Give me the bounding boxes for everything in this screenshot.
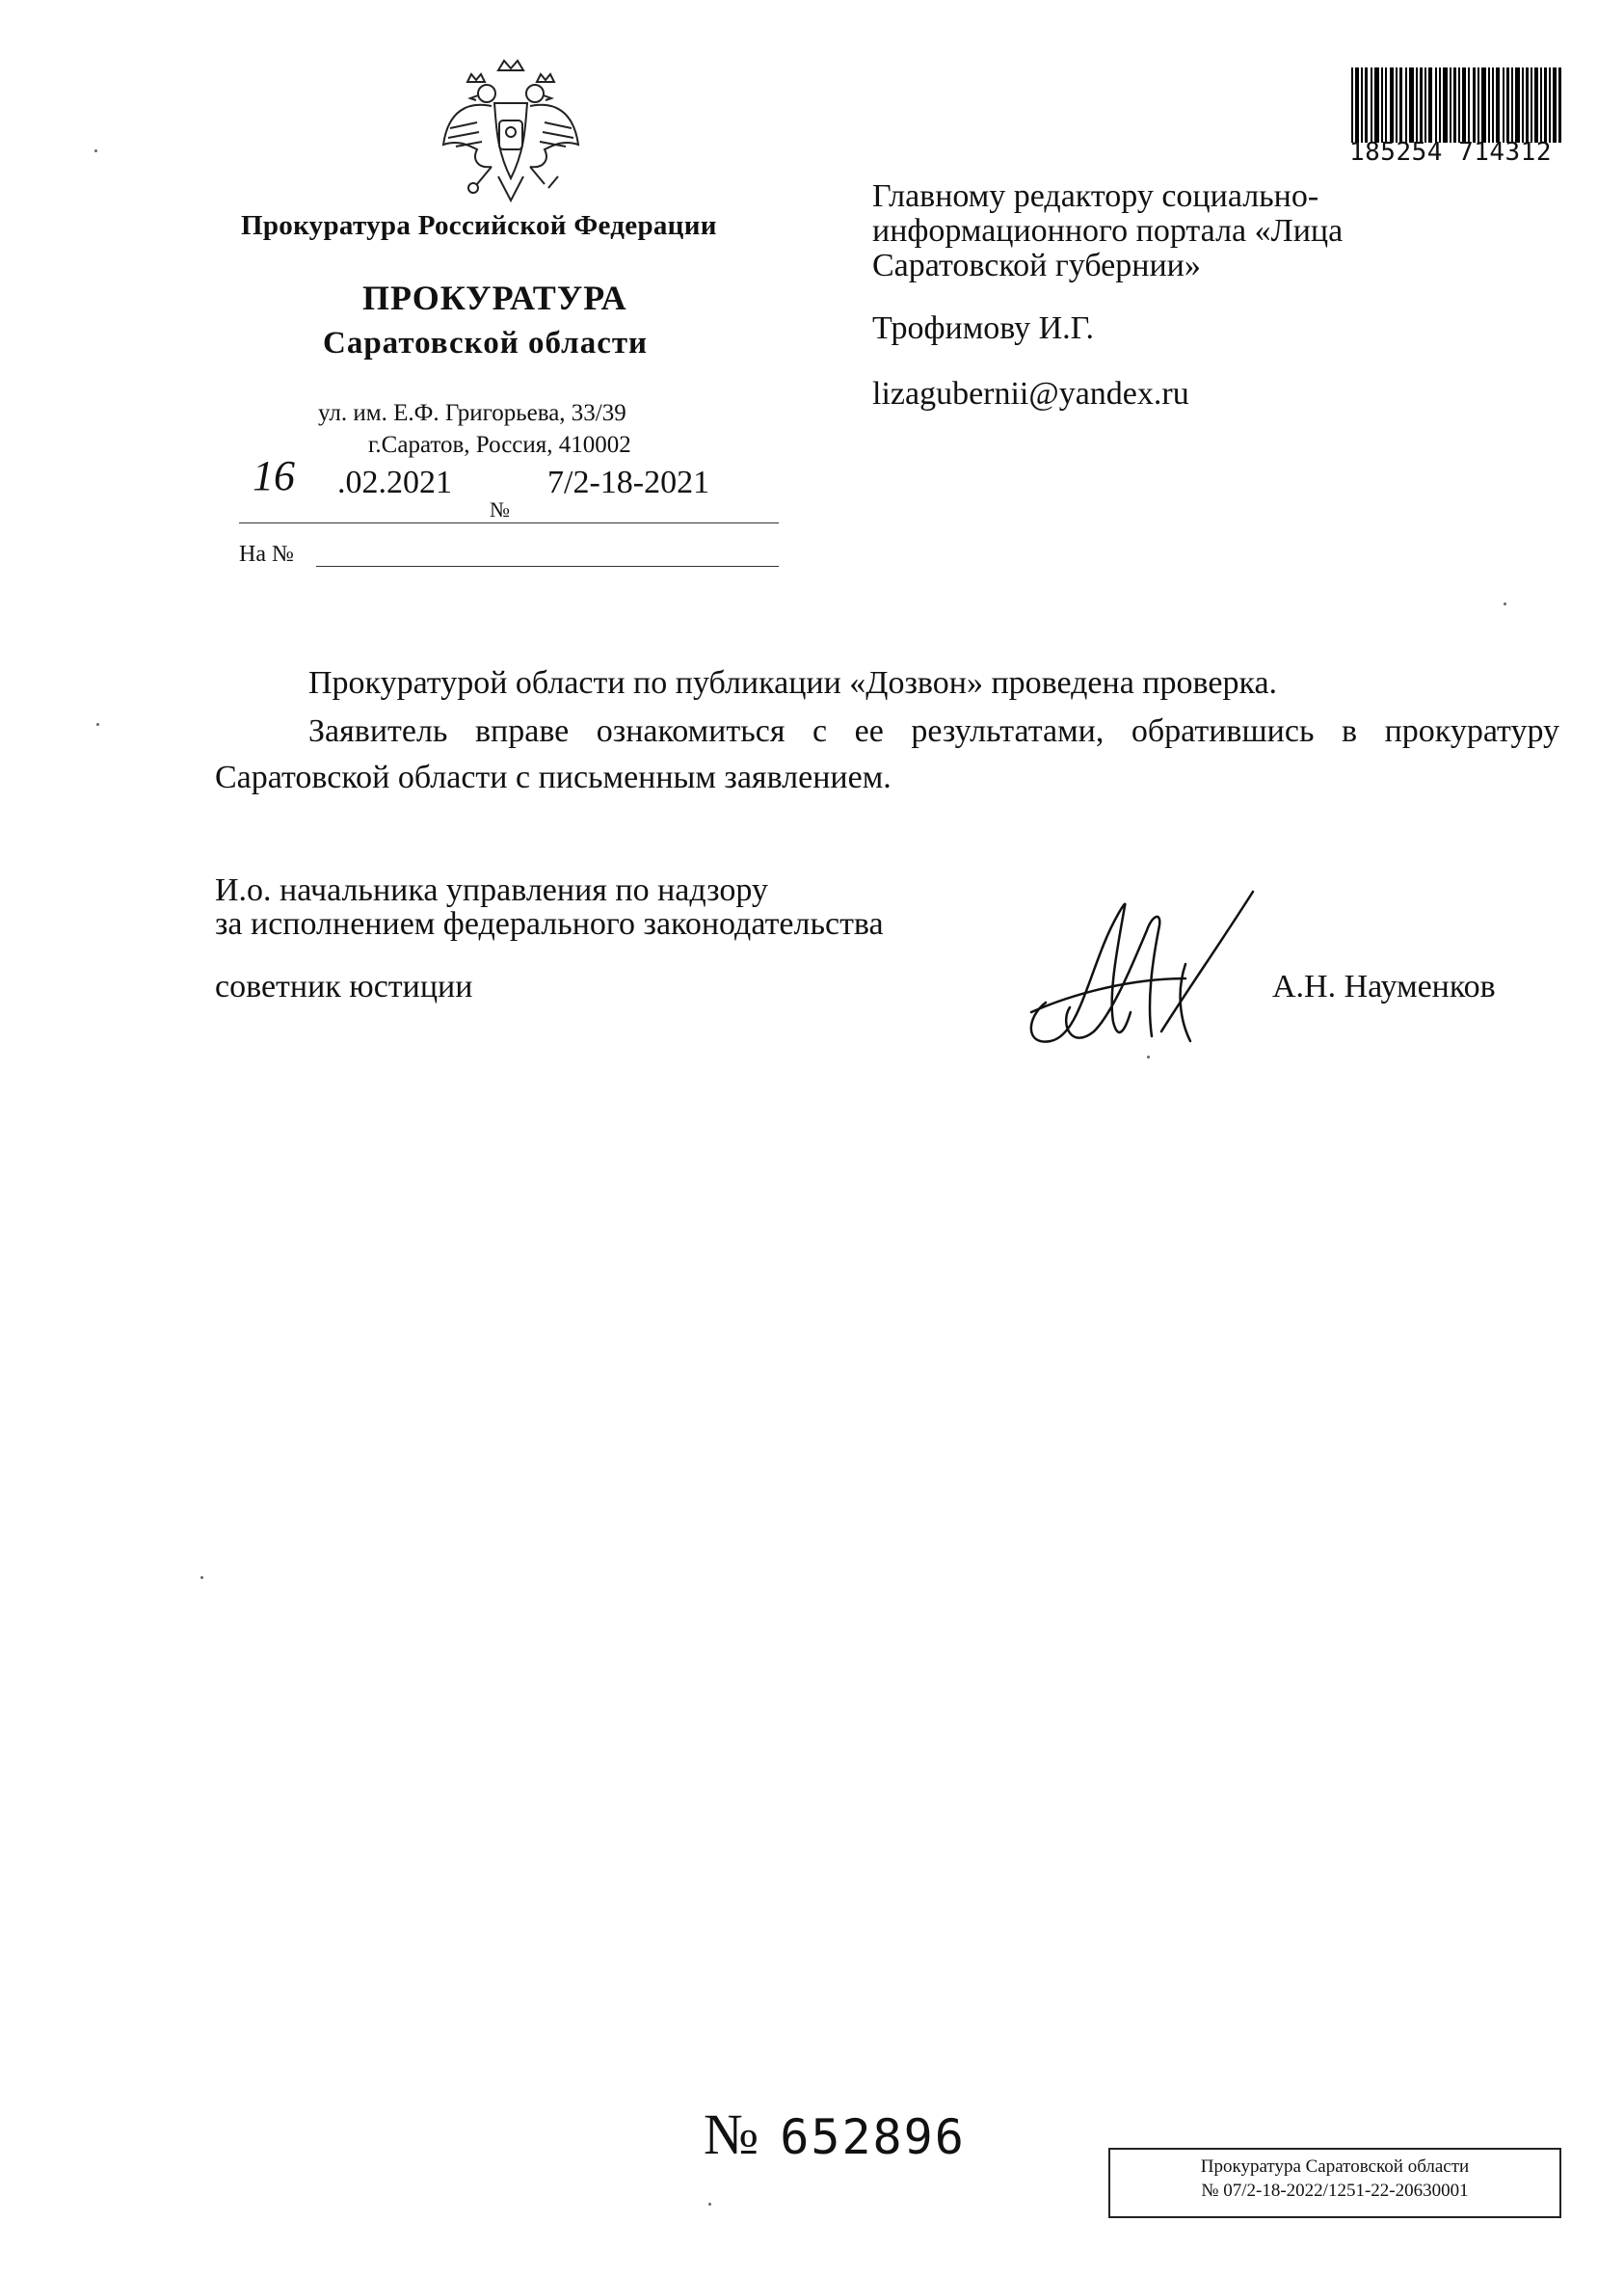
scan-speck xyxy=(200,1576,203,1579)
body-paragraph: Прокуратурой области по публикации «Дозвон» проведена проверка. xyxy=(308,665,1278,701)
address-street: ул. им. Е.Ф. Григорьева, 33/39 xyxy=(318,400,626,426)
scan-speck xyxy=(96,723,99,726)
recipient-title-line: информационного портала «Лица xyxy=(872,213,1344,249)
date-month-year: .02.2021 xyxy=(337,465,452,500)
coat-of-arms-icon xyxy=(439,53,583,212)
recipient-title-line: Саратовской губернии» xyxy=(872,248,1201,283)
body-paragraph: Заявитель вправе ознакомиться с ее результатами, обратившись в прокуратуру Саратовской области с письменным заявлением. xyxy=(215,713,1559,795)
reference-number-label: На № xyxy=(239,542,294,567)
signer-rank: советник юстиции xyxy=(215,969,473,1004)
barcode-number: 185254 714312 xyxy=(1349,138,1552,167)
signer-position-line: И.о. начальника управления по надзору xyxy=(215,872,768,908)
scan-speck xyxy=(94,149,97,152)
scan-speck xyxy=(708,2203,711,2206)
registration-stamp xyxy=(1108,2148,1561,2218)
signer-name: А.Н. Науменков xyxy=(1272,969,1496,1004)
org-name: ПРОКУРАТУРА xyxy=(362,279,627,317)
serial-number-sign: № xyxy=(704,2102,759,2166)
barcode xyxy=(1351,67,1561,143)
number-label: № xyxy=(490,497,510,522)
recipient-name: Трофимову И.Г. xyxy=(872,310,1094,346)
signer-position-line: за исполнением федерального законодательства xyxy=(215,906,884,942)
stamp-organization: Прокуратура Саратовской области xyxy=(1200,2156,1470,2177)
recipient-email: lizagubernii@yandex.ru xyxy=(872,376,1189,412)
scan-speck xyxy=(1504,602,1506,605)
scan-speck xyxy=(1147,1056,1150,1058)
handwritten-signature xyxy=(1017,887,1272,1056)
stamp-registration-number: № 07/2-18-2022/1251-22-20630001 xyxy=(1201,2181,1469,2201)
serial-number xyxy=(704,2102,966,2168)
address-city: г.Саратов, Россия, 410002 xyxy=(368,432,631,458)
number-underline xyxy=(239,522,779,523)
org-federal-title: Прокуратура Российской Федерации xyxy=(241,210,717,241)
reference-underline xyxy=(316,566,779,567)
date-day-handwritten: 16 xyxy=(253,452,295,499)
outgoing-number: 7/2-18-2021 xyxy=(547,465,710,500)
org-region: Саратовской области xyxy=(323,326,649,361)
recipient-title-line: Главному редактору социально- xyxy=(872,178,1319,214)
serial-number-value: 652896 xyxy=(780,2109,966,2165)
